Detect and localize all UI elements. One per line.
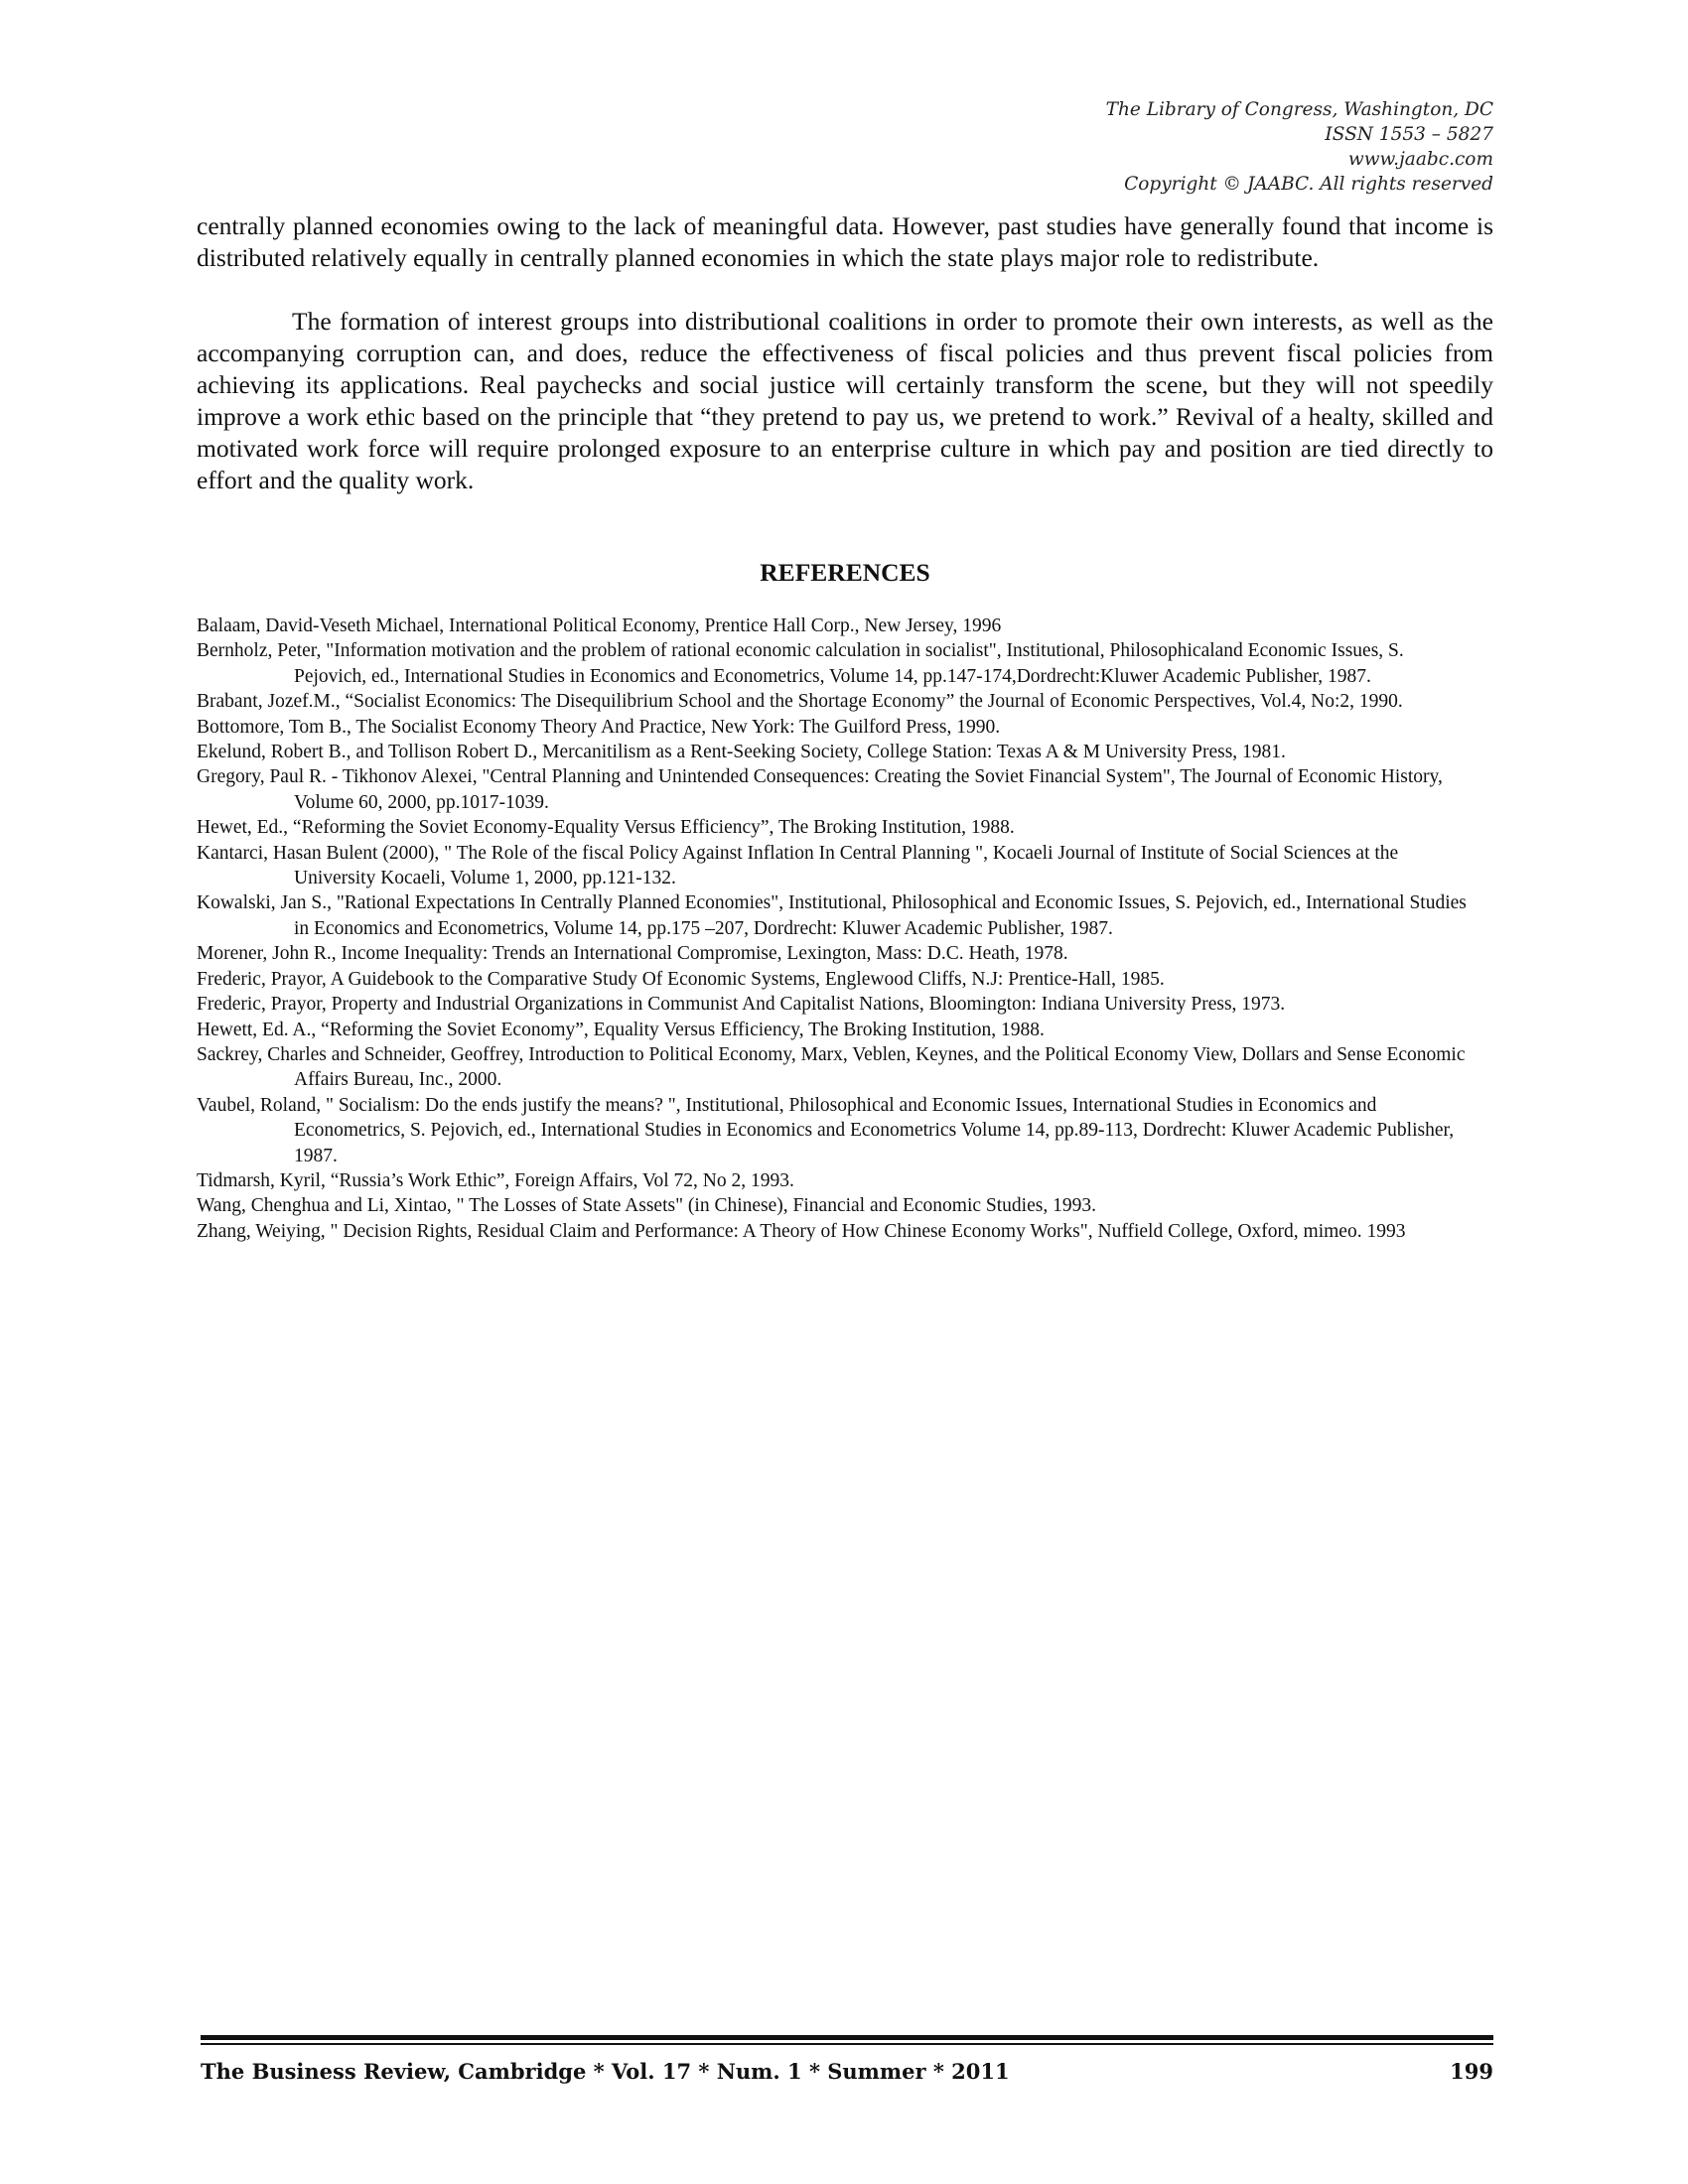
page-number: 199 — [1450, 2059, 1493, 2084]
page-header — [993, 97, 1493, 197]
reference-item: Wang, Chenghua and Li, Xintao, " The Losses of State Assets" (in Chinese), Financial and Economic Studies, 1993. — [197, 1195, 1096, 1217]
body-text — [197, 210, 1493, 496]
reference-item: Morener, John R., Income Inequality: Trends an International Compromise, Lexington, Mass: D.C. Heath, 1978. — [197, 943, 1068, 965]
header-copyright: Copyright © JAABC. All rights reserved — [1124, 174, 1493, 195]
footer-journal: The Business Review, Cambridge * Vol. 17 * Num. 1 * Summer * 2011 — [201, 2059, 1010, 2084]
reference-item: Balaam, David-Veseth Michael, International Political Economy, Prentice Hall Corp., New Jersey, 1996 — [197, 615, 1002, 636]
header-issn: ISSN 1553 – 5827 — [1325, 124, 1493, 145]
reference-item: Sackrey, Charles and Schneider, Geoffrey, Introduction to Political Economy, Marx, Veblen, Keynes, and the Political Economy View, Dollars and Sense Economic Affairs Bureau, Inc., 2000. — [197, 1043, 1466, 1091]
footer-divider-thin — [201, 2043, 1493, 2045]
references-heading: REFERENCES — [760, 558, 930, 587]
footer-divider — [201, 2035, 1493, 2040]
body-paragraph: The formation of interest groups into distributional coalitions in order to promote their own interests, as well as the accompanying corruption can, and does, reduce the effectiveness of fiscal policies and thus prevent fiscal policies from achieving its applications. Real paychecks and social justice will certainly transform the scene, but they will not speedily improve a work ethic based on the principle that “they pretend to pay us, we pretend to work.” Revival of a healty, skilled and motivated work force will require prolonged exposure to an enterprise culture in which pay and position are tied directly to effort and the quality work. — [197, 307, 1493, 494]
reference-item: Ekelund, Robert B., and Tollison Robert D., Mercanitilism as a Rent-Seeking Society, College Station: Texas A & M University Press, 1981. — [197, 742, 1286, 763]
reference-item: Gregory, Paul R. - Tikhonov Alexei, "Central Planning and Unintended Consequences: Creating the Soviet Financial System", The Journal of Economic History, Volume 60, 2000, pp.1017-1039. — [197, 766, 1443, 813]
reference-item: Tidmarsh, Kyril, “Russia’s Work Ethic”, Foreign Affairs, Vol 72, No 2, 1993. — [197, 1169, 794, 1191]
reference-item: Hewet, Ed., “Reforming the Soviet Economy-Equality Versus Efficiency”, The Broking Institution, 1988. — [197, 817, 1015, 839]
header-library: The Library of Congress, Washington, DC — [1105, 99, 1493, 120]
reference-item: Brabant, Jozef.M., “Socialist Economics: The Disequilibrium School and the Shortage Economy” the Journal of Economic Perspectives, Vol.4, No:2, 1990. — [197, 691, 1403, 713]
reference-item: Frederic, Prayor, Property and Industrial Organizations in Communist And Capitalist Nations, Bloomington: Indiana University Press, 1973. — [197, 994, 1286, 1016]
body-paragraph: centrally planned economies owing to the lack of meaningful data. However, past studies have generally found that income is distributed relatively equally in centrally planned economies in which the state plays major role to redistribute. — [197, 211, 1493, 272]
reference-item: Kantarci, Hasan Bulent (2000), " The Role of the fiscal Policy Against Inflation In Central Planning ", Kocaeli Journal of Institute of Social Sciences at the University Kocaeli, Volume 1, 2000, pp.121-132. — [197, 842, 1399, 889]
reference-item: Zhang, Weiying, " Decision Rights, Residual Claim and Performance: A Theory of How Chinese Economy Works", Nuffield College, Oxford, mimeo. 1993 — [197, 1220, 1406, 1242]
reference-item: Frederic, Prayor, A Guidebook to the Comparative Study Of Economic Systems, Englewood Cliffs, N.J: Prentice-Hall, 1985. — [197, 968, 1165, 990]
header-website: www.jaabc.com — [1347, 149, 1493, 170]
references-list — [197, 614, 1479, 1244]
reference-item: Vaubel, Roland, " Socialism: Do the ends justify the means? ", Institutional, Philosophical and Economic Issues, International Studies in Economics and Econometrics, S. Pejovich, ed., International Studies in Economics and Econometrics Volume 14, pp.89-113, Dordrecht: Kluwer Academic Publisher, 1987. — [197, 1094, 1455, 1166]
reference-item: Bottomore, Tom B., The Socialist Economy Theory And Practice, New York: The Guilford Press, 1990. — [197, 716, 1001, 738]
reference-item: Kowalski, Jan S., "Rational Expectations In Centrally Planned Economies", Institutional, Philosophical and Economic Issues, S. Pejovich, ed., International Studies in Economics and Econometrics, Volume 14, pp.175 –207, Dordrecht: Kluwer Academic Publisher, 1987. — [197, 892, 1467, 939]
reference-item: Hewett, Ed. A., “Reforming the Soviet Economy”, Equality Versus Efficiency, The Broking Institution, 1988. — [197, 1019, 1045, 1040]
reference-item: Bernholz, Peter, "Information motivation and the problem of rational economic calculation in socialist", Institutional, Philosophicaland Economic Issues, S. Pejovich, ed., International Studies in Economics and Econometrics, Volume 14, pp.147-174,Dordrecht:Kluwer Academic Publisher, 1987. — [197, 640, 1404, 687]
